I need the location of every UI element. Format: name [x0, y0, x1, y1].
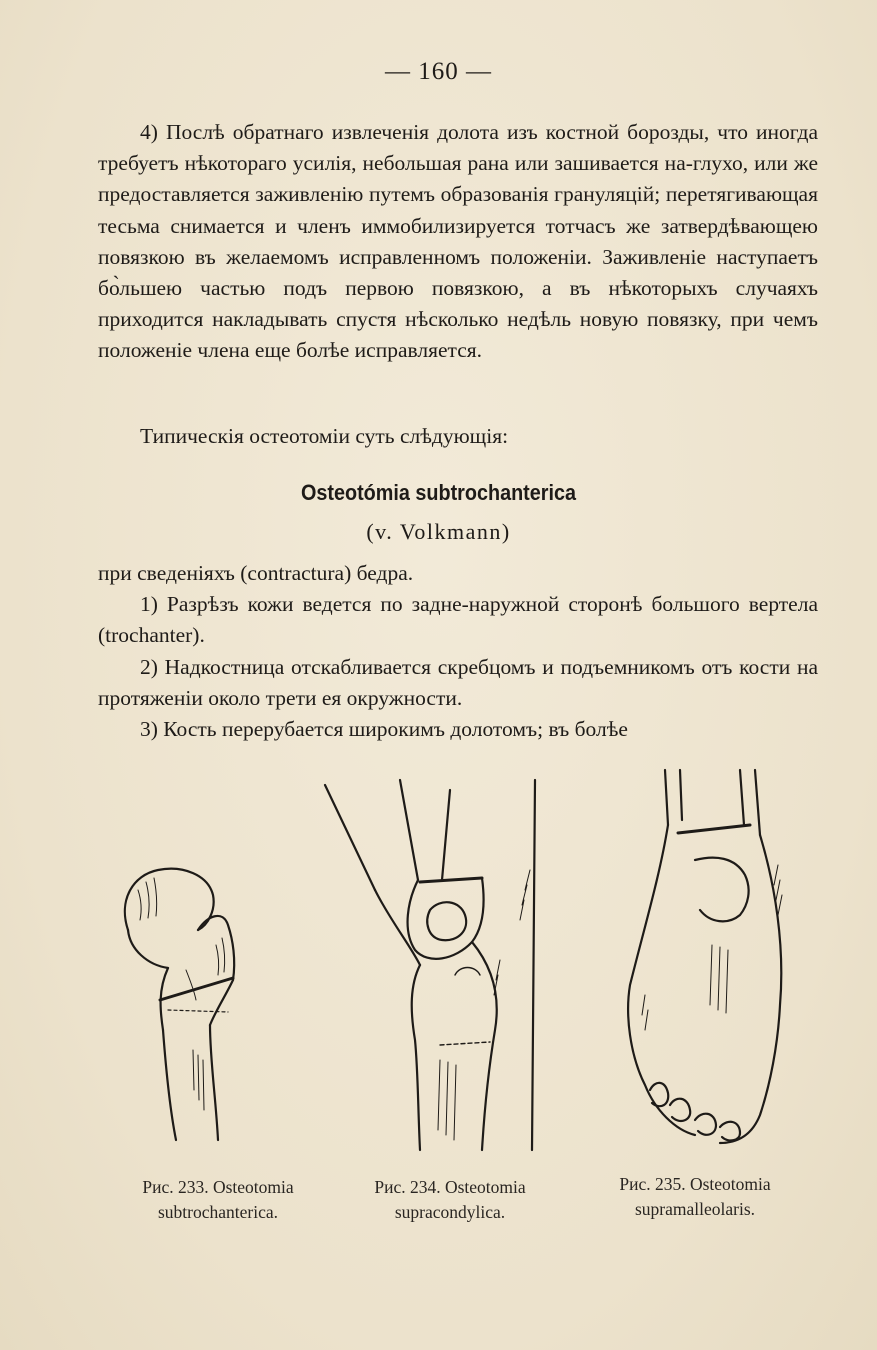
caption-title — [575, 1172, 815, 1197]
femur-illustration — [98, 850, 268, 1230]
caption-label: Рис. 233. — [142, 1177, 209, 1197]
figures-area — [0, 760, 877, 1222]
section-title: Osteotómia subtrochanterica — [300, 480, 577, 505]
paragraph: Типическія остеотоміи суть слѣдующія: — [140, 424, 509, 448]
caption-name: Osteotomia — [444, 1177, 526, 1197]
caption-sub: subtrochanterica. — [157, 1202, 278, 1222]
section-body — [98, 558, 818, 745]
figure-caption — [98, 1175, 338, 1225]
caption-name: Osteotomia — [689, 1174, 771, 1194]
figure-caption — [575, 1172, 815, 1222]
paragraph: 3) Кость перерубается широкимъ долотомъ; въ болѣе — [140, 717, 628, 742]
caption-label: Рис. 235. — [619, 1174, 686, 1194]
paragraph: при сведеніяхъ (contractura) бедра. — [98, 561, 414, 585]
section-author: (v. Volkmann) — [366, 519, 511, 544]
paragraph: 1) Разрѣзъ кожи ведется по задне-наружной сторонѣ большого вертела (trochanter). — [98, 592, 818, 648]
figure-caption — [330, 1175, 570, 1225]
caption-title — [98, 1175, 338, 1200]
knee-illustration — [320, 770, 550, 1170]
paragraph: 4) Послѣ обратнаго извлеченія долота изъ костной борозды, что иногда требуетъ нѣкотораго усилія, небольшая рана или зашивается на-глухо, или же предоставляется заживленію путемъ образованія грануляцій; перетягивающая тесьма снимается и членъ иммобилизируется тотчасъ же затвердѣвающею повязкою въ желаемомъ исправленномъ положеніи. Заживленіе наступаетъ бо̀льшею частью подъ первою повязкою, а въ нѣкоторыхъ случаяхъ приходится накладывать спустя нѣсколько недѣль новую повязку, при чемъ положеніе члена еще болѣе исправляется. — [98, 120, 818, 363]
caption-title — [330, 1175, 570, 1200]
caption-label: Рис. 234. — [374, 1177, 441, 1197]
caption-name: Osteotomia — [212, 1177, 294, 1197]
caption-sub: supramalleolaris. — [634, 1199, 756, 1219]
typical-text — [98, 421, 818, 452]
caption-sub: supracondylica. — [394, 1202, 506, 1222]
foot-illustration — [620, 765, 800, 1165]
intro-text — [98, 117, 818, 367]
page-number: — 160 — — [385, 58, 492, 85]
paragraph: 2) Надкостница отскабливается скребцомъ и подъемникомъ отъ кости на протяженіи около трети ея окружности. — [98, 654, 818, 710]
